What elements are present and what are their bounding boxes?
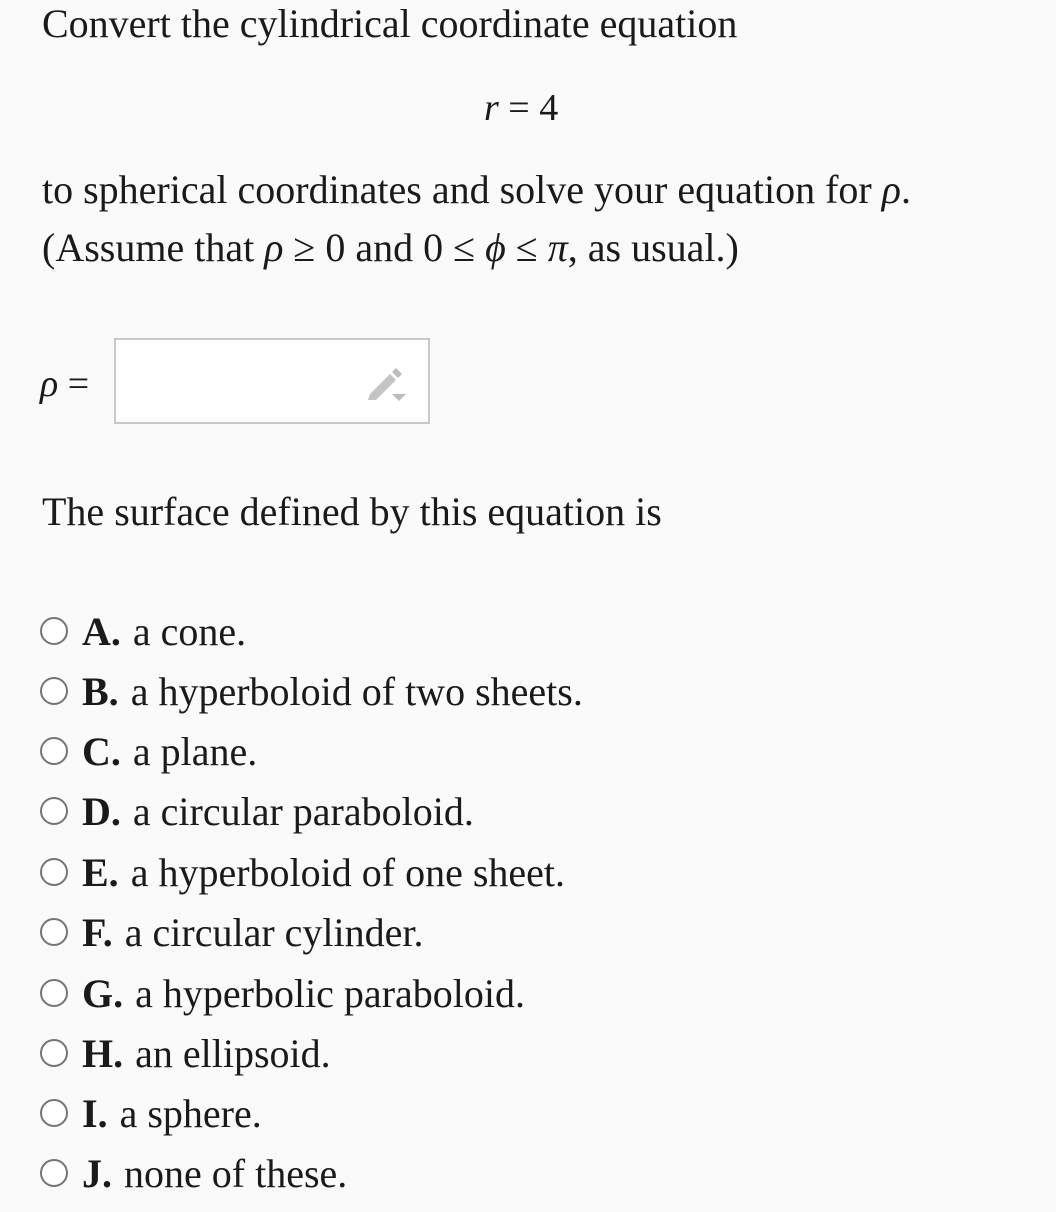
- option-letter: C.: [82, 728, 121, 774]
- radio-button[interactable]: [40, 1099, 68, 1127]
- option-g[interactable]: [40, 965, 525, 1021]
- option-c[interactable]: [40, 723, 257, 779]
- radio-button[interactable]: [40, 797, 68, 825]
- radio-button[interactable]: [40, 617, 68, 645]
- option-letter: B.: [82, 668, 119, 714]
- option-text: a cone.: [132, 608, 247, 654]
- option-d[interactable]: [40, 783, 474, 839]
- radio-button[interactable]: [40, 1039, 68, 1067]
- option-text: a hyperboloid of two sheets.: [130, 668, 583, 714]
- pencil-icon[interactable]: [366, 366, 408, 402]
- option-b[interactable]: [40, 663, 583, 719]
- option-text: a hyperboloid of one sheet.: [130, 849, 566, 895]
- equation-operator: =: [508, 87, 530, 129]
- assumption-text-b: ≥ 0 and 0 ≤: [283, 225, 486, 270]
- assumption-rho: ρ: [264, 225, 284, 270]
- option-j[interactable]: [40, 1145, 347, 1201]
- option-letter: A.: [82, 608, 121, 654]
- answer-label-variable: ρ: [40, 363, 59, 405]
- instruction-variable: ρ: [881, 167, 901, 212]
- answer-label: [40, 360, 89, 408]
- option-text: a plane.: [132, 728, 258, 774]
- option-text: none of these.: [124, 1150, 348, 1196]
- option-letter: J.: [82, 1150, 112, 1196]
- option-letter: E.: [82, 849, 119, 895]
- instruction-suffix: .: [900, 167, 911, 212]
- radio-button[interactable]: [40, 979, 68, 1007]
- question-intro: Convert the cylindrical coordinate equation: [42, 1, 738, 46]
- answer-input[interactable]: [114, 338, 430, 424]
- question-assumption: [42, 224, 739, 272]
- radio-button[interactable]: [40, 737, 68, 765]
- option-h[interactable]: [40, 1025, 331, 1081]
- instruction-prefix: to spherical coordinates and solve your equation for: [42, 167, 882, 212]
- radio-button[interactable]: [40, 858, 68, 886]
- question-instruction: [42, 166, 911, 214]
- option-e[interactable]: [40, 844, 565, 900]
- option-f[interactable]: [40, 904, 424, 960]
- option-text: a circular cylinder.: [124, 909, 424, 955]
- equation-rhs: 4: [539, 87, 559, 129]
- assumption-phi: ϕ: [485, 225, 506, 270]
- surface-question: The surface defined by this equation is: [42, 489, 662, 534]
- assumption-text-c: ≤: [505, 225, 548, 270]
- assumption-text-d: , as usual.): [567, 225, 739, 270]
- option-i[interactable]: [40, 1085, 262, 1141]
- option-text: a sphere.: [119, 1090, 262, 1136]
- assumption-pi: π: [547, 225, 568, 270]
- option-letter: D.: [82, 788, 121, 834]
- option-letter: G.: [82, 970, 124, 1016]
- option-text: a hyperbolic paraboloid.: [135, 970, 525, 1016]
- option-letter: H.: [82, 1030, 124, 1076]
- option-letter: F.: [82, 909, 113, 955]
- radio-button[interactable]: [40, 1159, 68, 1187]
- option-text: an ellipsoid.: [135, 1030, 331, 1076]
- equation-lhs: r: [484, 87, 499, 129]
- radio-button[interactable]: [40, 677, 68, 705]
- radio-button[interactable]: [40, 918, 68, 946]
- option-letter: I.: [82, 1090, 108, 1136]
- assumption-text-a: (Assume that: [42, 225, 265, 270]
- answer-label-equals: =: [58, 363, 90, 405]
- option-a[interactable]: [40, 603, 246, 659]
- option-text: a circular paraboloid.: [132, 788, 474, 834]
- given-equation: [484, 84, 558, 132]
